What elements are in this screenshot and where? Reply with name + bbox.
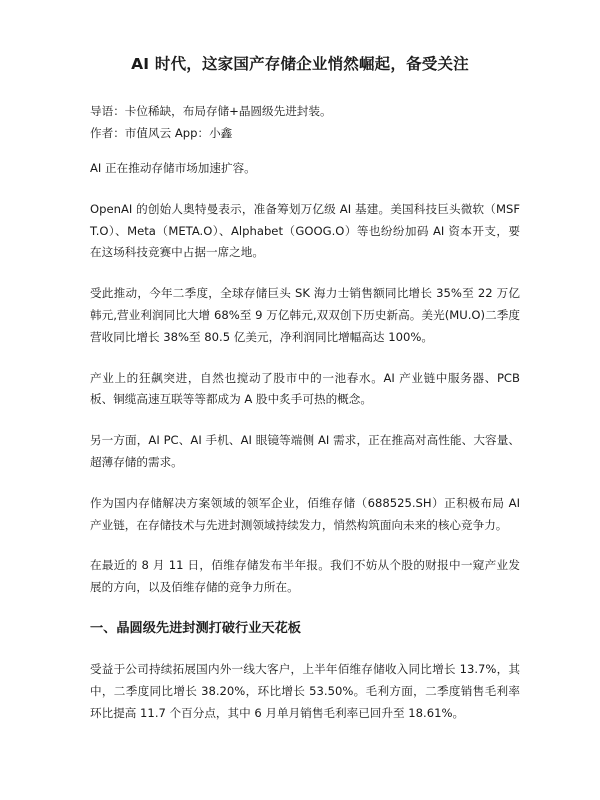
intro-line: 导语：卡位稀缺，布局存储+晶圆级先进封装。 [90,104,332,118]
section-paragraph: 受益于公司持续拓展国内外一线大客户，上半年佰维存储收入同比增长 13.7%，其中，二季度同比增长 38.20%，环比增长 53.50%。毛利方面，二季度销售毛利率环比提高 11.7 个百分点，其中 6 月单月销售毛利率已回升至 18.61%。 [90,661,520,720]
article-meta [90,100,530,144]
paragraph-4: 产业上的狂飙突进，自然也搅动了股市中的一池春水。AI 产业链中服务器、PCB 板、铜缆高速互联等等都成为 A 股中炙手可热的概念。 [90,370,520,407]
paragraph-5: 另一方面，AI PC、AI 手机、AI 眼镜等端侧 AI 需求，正在推高对高性能、大容量、超薄存储的需求。 [90,433,520,469]
paragraph-1: AI 正在推动存储市场加速扩容。 [90,161,256,175]
paragraph-7: 在最近的 8 月 11 日，佰维存储发布半年报。我们不妨从个股的财报中一窥产业发展的方向，以及佰维存储的竞争力所在。 [90,558,520,595]
paragraph-2: OpenAI 的创始人奥特曼表示，准备筹划万亿级 AI 基建。美国科技巨头微软（MSFT.O）、Meta（META.O）、Alphabet（GOOG.O）等也纷纷加码 AI 资本开支，要在这场科技竞赛中占据一席之地。 [90,201,520,260]
article-body [90,158,520,743]
paragraph-6: 作为国内存储解决方案领域的领军企业，佰维存储（688525.SH）正积极布局 AI 产业链，在存储技术与先进封测领域持续发力，悄然构筑面向未来的核心竞争力。 [90,495,520,532]
author-line: 作者：市值风云 App：小鑫 [90,126,233,140]
article-title: AI 时代，这家国产存储企业悄然崛起，备受关注 [131,55,469,73]
paragraph-3: 受此推动，今年二季度，全球存储巨头 SK 海力士销售额同比增长 35%至 22 万亿韩元,营业利润同比大增 68%至 9 万亿韩元,双双创下历史新高。美光(MU.O)二季度营收同比增长 38%至 80.5 亿美元，净利润同比增幅高达 100%。 [90,286,520,344]
section-heading: 一、晶圆级先进封测打破行业天花板 [90,620,301,636]
